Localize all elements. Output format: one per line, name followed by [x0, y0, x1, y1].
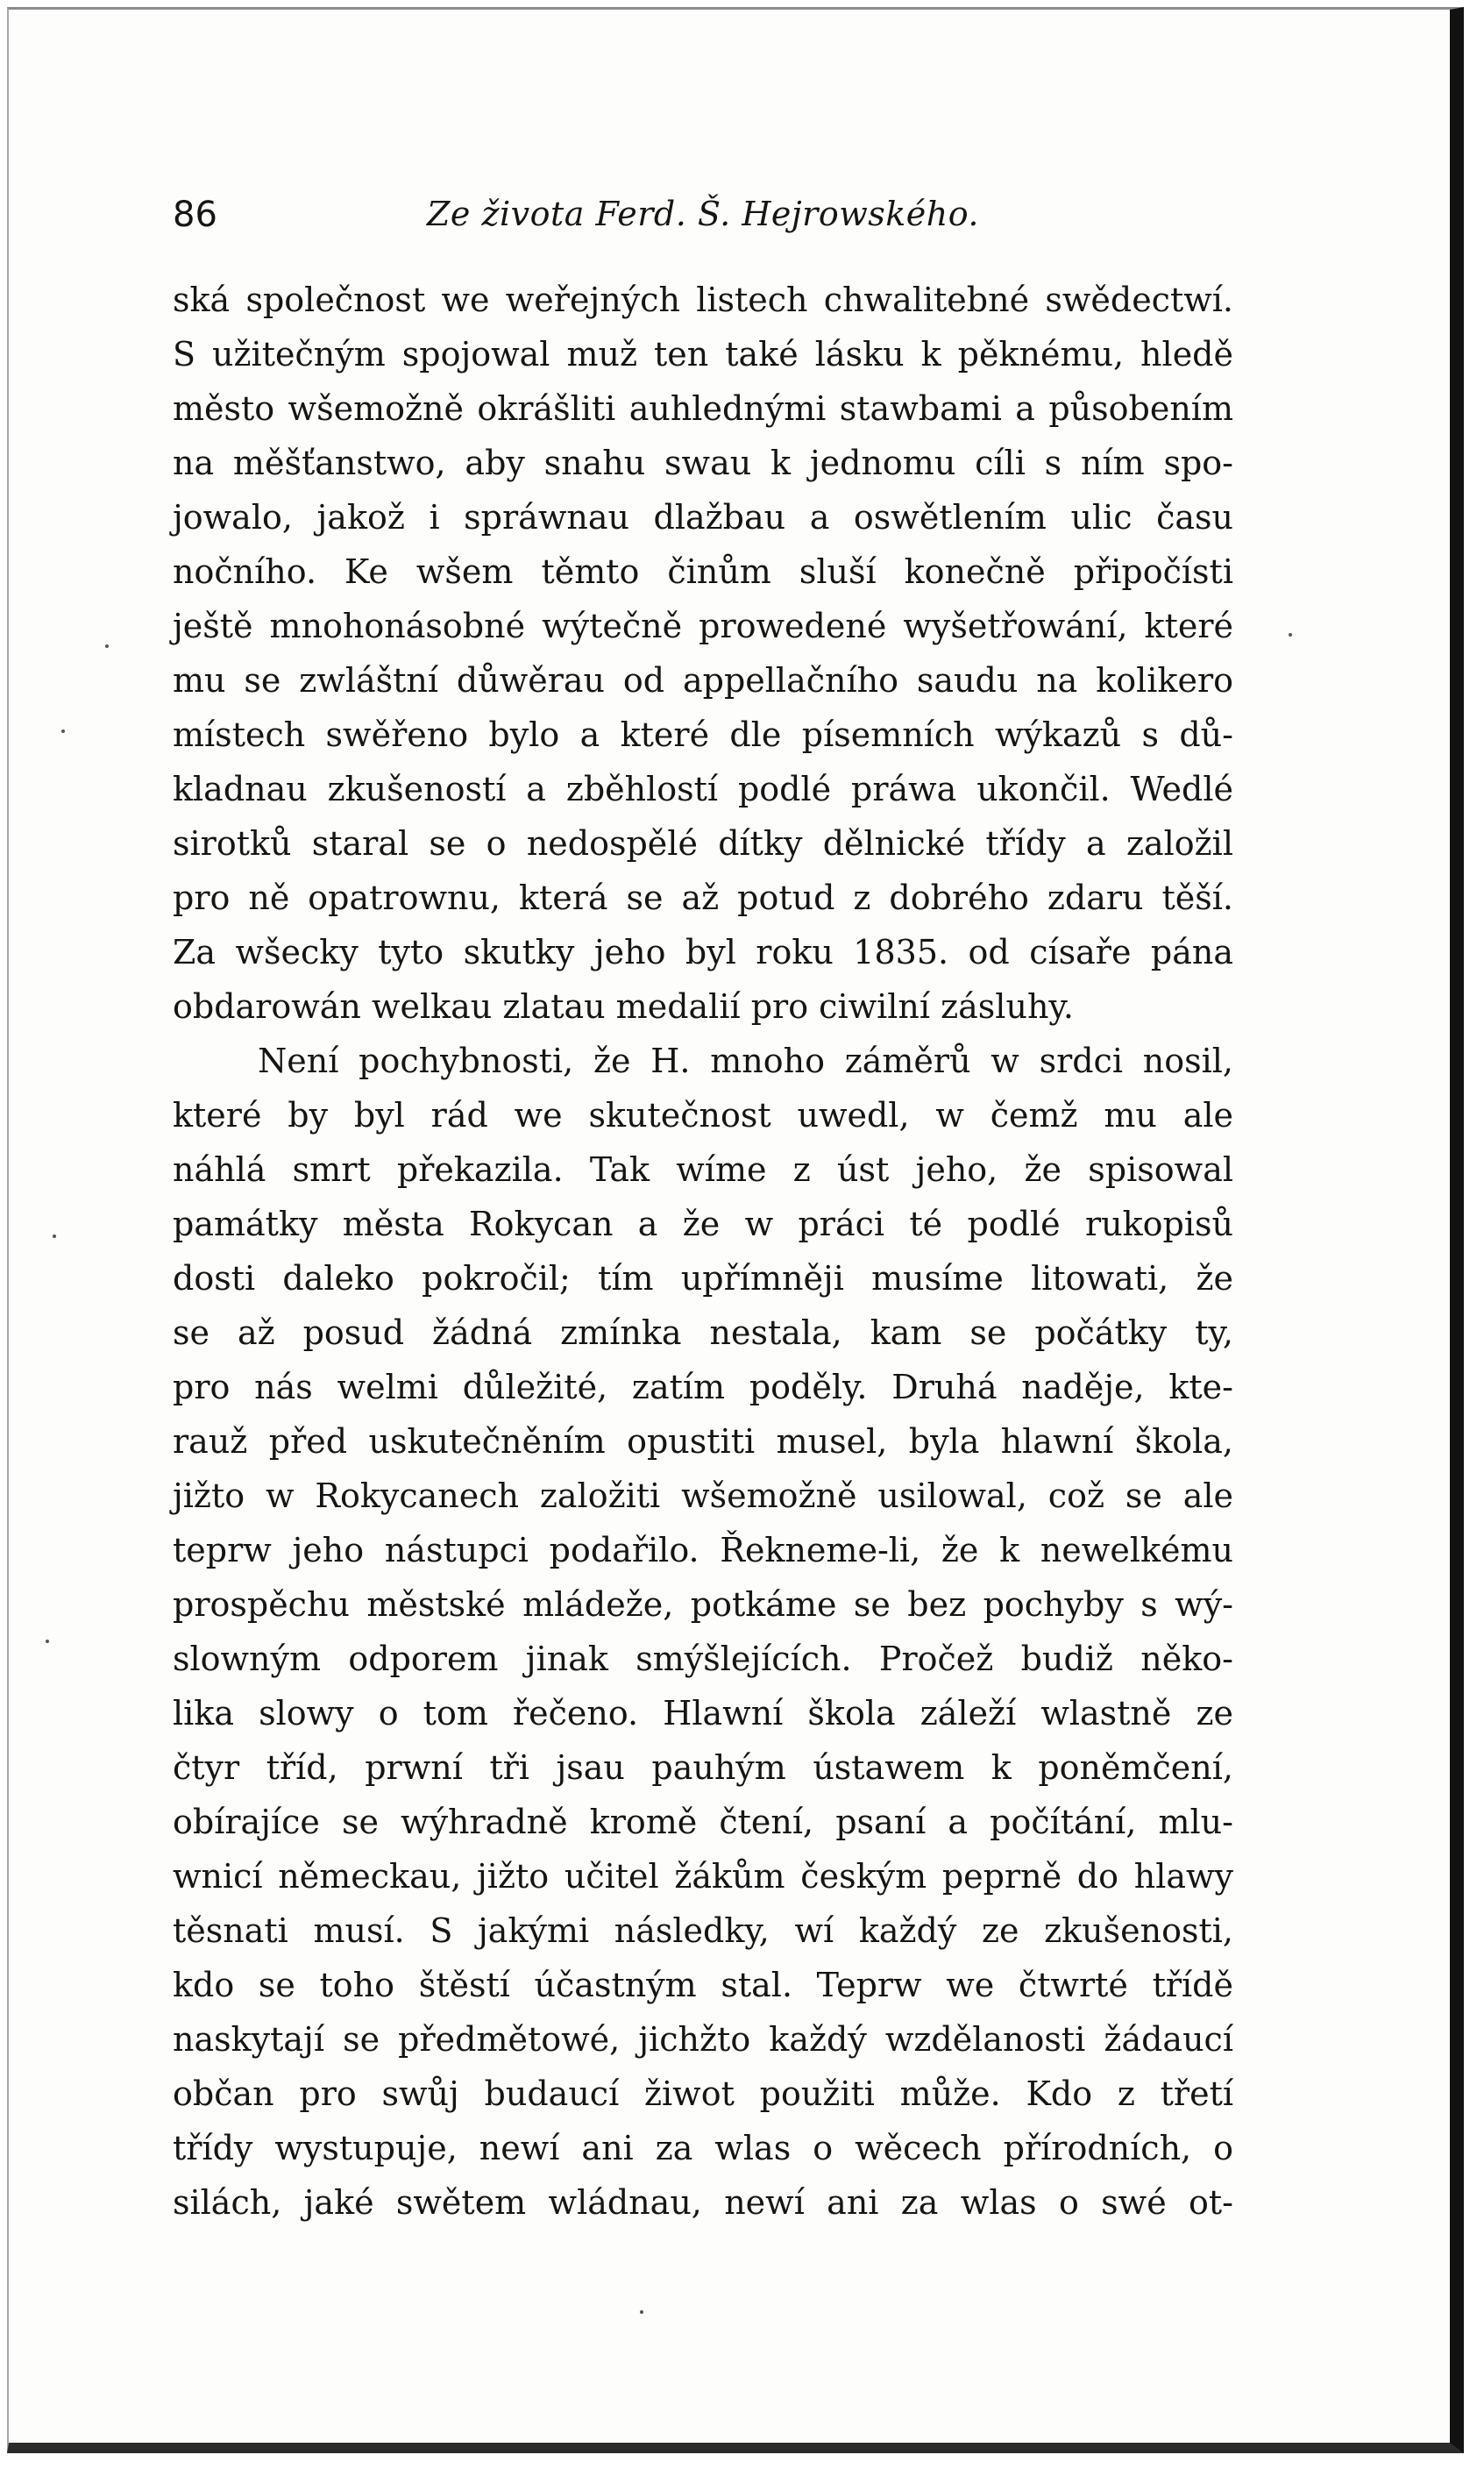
text-line: na měšťanstwo, aby snahu swau k jednomu cíli s ním spo-: [173, 444, 1233, 482]
speck: [1289, 633, 1292, 637]
text-line: třídy wystupuje, newí ani za wlas o wěcech přírodních, o: [173, 2129, 1233, 2167]
speck: [53, 1234, 56, 1238]
text-line: pro nás welmi důležité, zatím poděly. Druhá naděje, kte-: [173, 1368, 1233, 1406]
text-line: památky města Rokycan a že w práci té podlé rukopisů: [173, 1205, 1233, 1243]
text-line: náhlá smrt překazila. Tak wíme z úst jeho, že spisowal: [173, 1150, 1233, 1189]
paragraph-start-line: Není pochybnosti, že H. mnoho záměrů w srdci nosil,: [258, 1042, 1233, 1080]
body-text: [173, 273, 1233, 2230]
speck: [46, 1640, 49, 1643]
text-line: obdarowán welkau zlatau medalií pro ciwilní zásluhy.: [173, 987, 1074, 1026]
speck: [61, 729, 65, 733]
text-line: kladnau zkušeností a zběhlostí podlé práwa ukončil. Wedlé: [173, 770, 1233, 808]
text-line: se až posud žádná zmínka nestala, kam se počátky ty,: [173, 1313, 1233, 1352]
text-line: ještě mnohonásobné wýtečně prowedené wyšetřowání, které: [173, 607, 1233, 645]
text-line: wnicí německau, jižto učitel žákům českým peprně do hlawy: [173, 1857, 1233, 1896]
text-line: město wšemožně okrášliti auhlednými stawbami a působením: [173, 389, 1233, 428]
speck: [640, 2310, 643, 2314]
text-line: pro ně opatrownu, která se až potud z dobrého zdaru těší.: [173, 879, 1233, 917]
text-line: mu se zwláštní důwěrau od appellačního saudu na kolikero: [173, 661, 1233, 700]
text-line: obírajíce se wýhradně kromě čtení, psaní a počítání, mlu-: [173, 1803, 1233, 1841]
text-line: kdo se toho štěstí účastným stal. Teprw we čtwrté třídě: [173, 1966, 1233, 2004]
text-line: silách, jaké swětem wládnau, newí ani za wlas o swé ot-: [173, 2183, 1233, 2222]
text-line: těsnati musí. S jakými následky, wí každý ze zkušenosti,: [173, 1911, 1233, 1950]
text-line: čtyr tříd, prwní tři jsau pauhým ústawem k poněmčení,: [173, 1748, 1233, 1787]
text-line: ská společnost we weřejných listech chwalitebné swědectwí.: [173, 281, 1233, 319]
text-line: jižto w Rokycanech založiti wšemožně usilowal, což se ale: [173, 1476, 1233, 1515]
text-line: naskytají se předmětowé, jichžto každý wzdělanosti žádaucí: [173, 2020, 1233, 2059]
text-line: S užitečným spojowal muž ten také lásku k pěknému, hledě: [173, 335, 1233, 374]
text-line: místech swěřeno bylo a které dle písemních wýkazů s dů-: [173, 715, 1233, 754]
text-line: jowalo, jakož i spráwnau dlažbau a oswětlením ulic času: [173, 498, 1233, 537]
text-line: které by byl rád we skutečnost uwedl, w čemž mu ale: [173, 1096, 1233, 1135]
text-line: občan pro swůj budaucí žiwot použiti může. Kdo z třetí: [173, 2074, 1233, 2113]
text-line: slowným odporem jinak smýšlejících. Pročež budiž něko-: [173, 1640, 1233, 1678]
text-line: sirotků staral se o nedospělé dítky dělnické třídy a založil: [173, 824, 1233, 863]
text-line: nočního. Ke wšem těmto činům sluší konečně připočísti: [173, 552, 1233, 591]
running-title: Ze života Ferd. Š. Hejrowského.: [427, 195, 980, 233]
text-line: dosti daleko pokročil; tím upřímněji musíme litowati, že: [173, 1259, 1233, 1298]
speck: [105, 644, 109, 648]
page-number: 86: [173, 195, 217, 235]
text-line: rauž před uskutečněním opustiti musel, byla hlawní škola,: [173, 1422, 1233, 1461]
text-line: prospěchu městské mládeže, potkáme se bez pochyby s wý-: [173, 1585, 1233, 1624]
text-line: lika slowy o tom řečeno. Hlawní škola záleží wlastně ze: [173, 1694, 1233, 1733]
text-line: teprw jeho nástupci podařilo. Řekneme-li, že k newelkému: [173, 1531, 1233, 1569]
text-line: Za wšecky tyto skutky jeho byl roku 1835. od císaře pána: [173, 933, 1233, 971]
page-header: [173, 195, 1225, 247]
